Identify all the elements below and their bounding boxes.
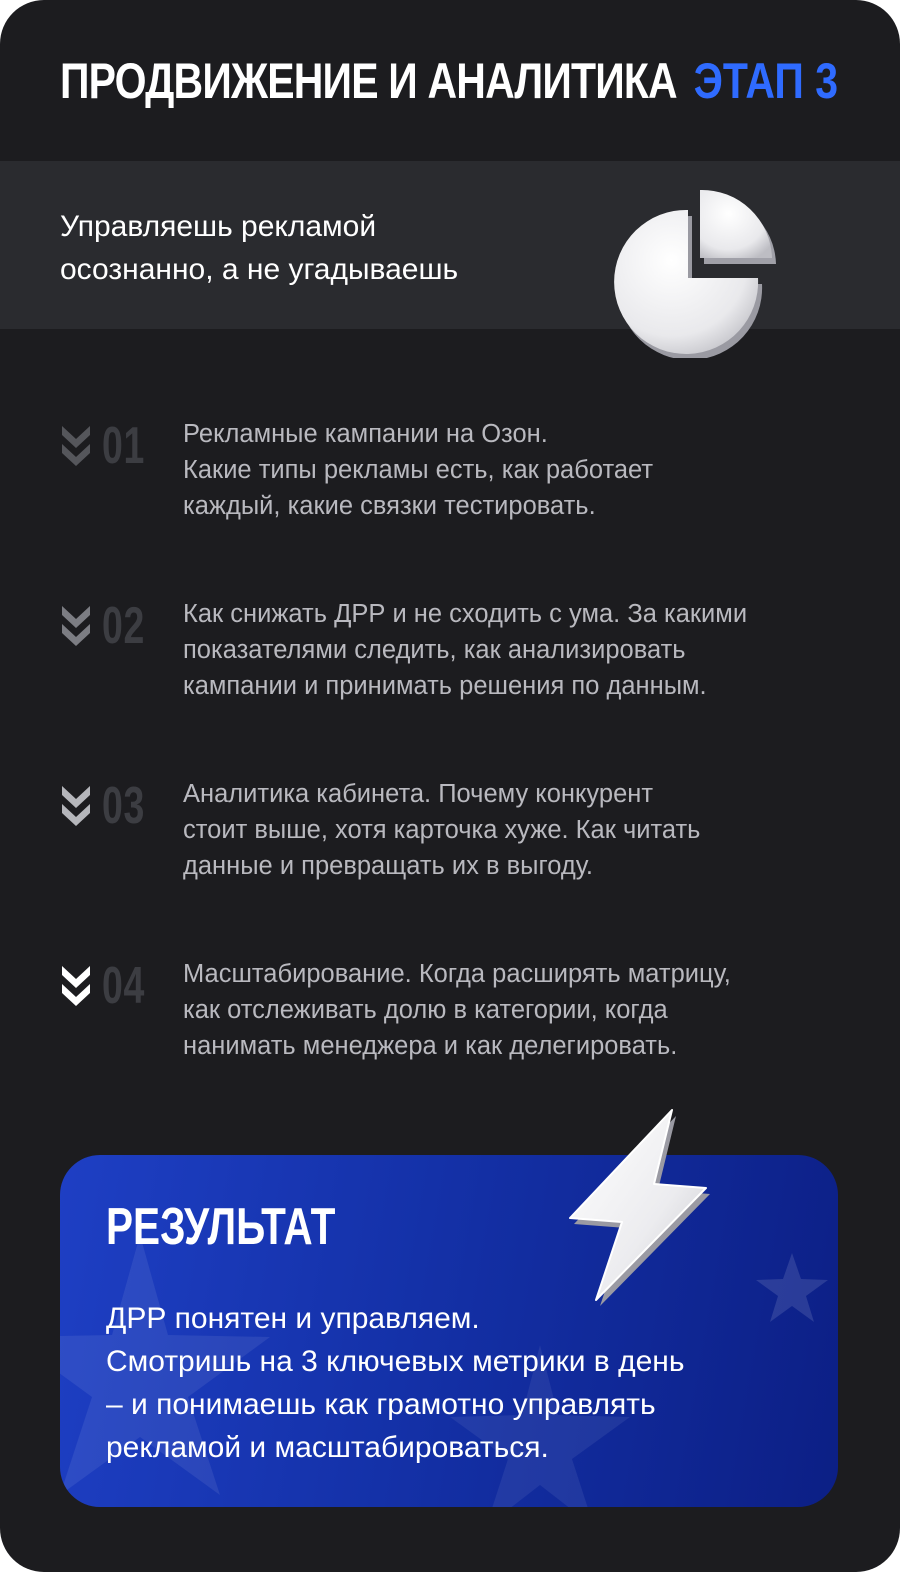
header — [0, 0, 900, 160]
step-line: Рекламные кампании на Озон. — [183, 420, 548, 448]
step-line: Как снижать ДРР и не сходить с ума. За какими — [183, 600, 748, 628]
double-chevron-down-icon — [60, 602, 92, 650]
step-text — [183, 596, 863, 704]
result-text — [106, 1297, 806, 1469]
step-text — [183, 416, 863, 524]
intro-line: Управляешь рекламой — [60, 210, 377, 243]
step-text — [183, 956, 863, 1064]
step-line: Какие типы рекламы есть, как работает — [183, 456, 654, 484]
step-line: Аналитика кабинета. Почему конкурент — [183, 780, 654, 808]
step-line: Масштабирование. Когда расширять матрицу, — [183, 960, 731, 988]
step-number: 01 — [102, 417, 146, 475]
step-line: показателями следить, как анализировать — [183, 636, 686, 664]
result-title: РЕЗУЛЬТАТ — [106, 1198, 336, 1256]
step-item — [0, 950, 900, 1080]
double-chevron-down-icon — [60, 962, 92, 1010]
step-number: 04 — [102, 957, 146, 1015]
step-item — [0, 770, 900, 900]
step-text — [183, 776, 863, 884]
double-chevron-down-icon — [60, 782, 92, 830]
result-panel — [60, 1155, 838, 1507]
step-line: данные и превращать их в выгоду. — [183, 852, 593, 880]
page-title: ПРОДВИЖЕНИЕ И АНАЛИТИКА — [60, 53, 677, 109]
step-line: кампании и принимать решения по данным. — [183, 672, 707, 700]
step-number: 02 — [102, 597, 146, 655]
step-item — [0, 410, 900, 540]
result-line: рекламой и масштабироваться. — [106, 1431, 549, 1464]
step-line: стоит выше, хотя карточка хуже. Как читать — [183, 816, 701, 844]
result-line: Смотришь на 3 ключевых метрики в день — [106, 1345, 685, 1378]
result-line: – и понимаешь как грамотно управлять — [106, 1388, 656, 1421]
step-item — [0, 590, 900, 720]
step-line: нанимать менеджера и как делегировать. — [183, 1032, 678, 1060]
step-line: как отслеживать долю в категории, когда — [183, 996, 668, 1024]
lightning-bolt-icon — [560, 1100, 720, 1310]
step-line: каждый, какие связки тестировать. — [183, 492, 596, 520]
pie-chart-icon — [608, 178, 792, 358]
stage-label: ЭТАП 3 — [693, 53, 838, 109]
intro-text — [60, 205, 580, 291]
result-line: ДРР понятен и управляем. — [106, 1302, 480, 1335]
step-number: 03 — [102, 777, 146, 835]
double-chevron-down-icon — [60, 422, 92, 470]
intro-line: осознанно, а не угадываешь — [60, 253, 459, 286]
